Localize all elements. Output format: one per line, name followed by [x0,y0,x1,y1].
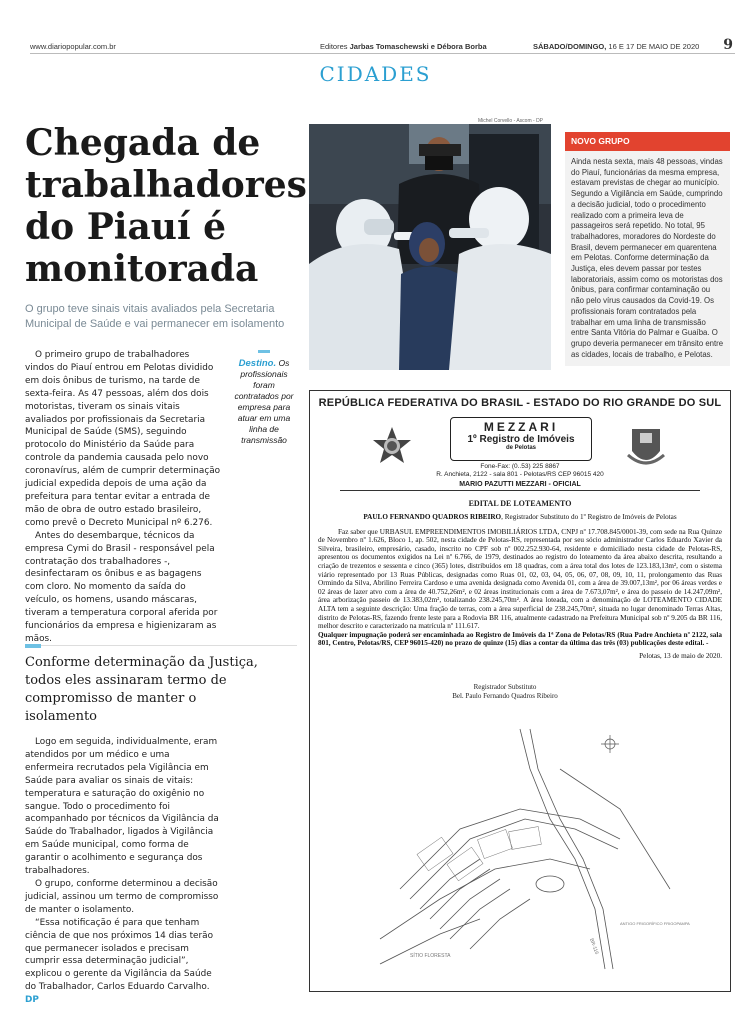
registry-city: de Pelotas [505,445,536,451]
header-rule [30,53,735,54]
edition-date [533,42,699,51]
site-url[interactable]: www.diariopopular.com.br [30,42,116,51]
pullquote: Conforme determinação da Justiça, todos eles assinaram termo de compromisso de manter o isolamento [25,655,258,724]
editors-prefix: Editores [320,42,348,51]
caption-text: Os profissionais foram contratados por empresa para atuar em uma linha de transmissão [234,358,294,445]
registry-line: 1º Registro de Imóveis [467,434,575,445]
map-label-frigorifico: ANTIGO FRIGORÍFICO FRIGOPAMPA [620,921,690,926]
editors-names: Jarbas Tomaschewski e Débora Borba [349,42,487,51]
registry-name: MEZZARI [483,420,559,434]
article-subhead: O grupo teve sinais vitais avaliados pela Secretaria Municipal de Saúde e vai permanecer em isolamento [25,303,285,330]
registrar-line [318,513,722,522]
date-weekday: SÁBADO/DOMINGO, [533,42,607,51]
north-arrow-icon [601,735,619,753]
notice-paragraph: Faz saber que URBASUL EMPREENDIMENTOS IMOBILIÁRIOS LTDA, CNPJ nº 17.708.845/0001-39, com sede na Rua Quinze de Novembro nº 1.626, Bloco 1, ap. 502, nesta cidade de Pelotas-RS, representada por seu sócio administrador Carlos Eduardo Xavier da Silveira, brasileiro, empresário, casado, inscrito no CPF sob nº 002.252.930-64, residente e domiciliado nesta cidade de Pelotas-RS, apresentou os documentos exigidos na Lei nº 6.766, de 1979, destinados ao registro do loteamento da área abaixo descrita, resultando a criação de trezentos e sessenta e cinco (365) lotes, distribuídos em 18 quadras, com a área total dos lotes de 123.183,13m², com o sistema viário representado por 13 Ruas Públicas, designadas como Ruas 01, 02, 03, 04, 05, 06, 07, 08, 09, 10, 11, prolongamento das Ruas Ormindo da Silva, Abrilino Ferreira Cardoso e uma avenida designada como Avenida 01, com a área de 39.007,13m², por 06 áreas verdes e 02 áreas de lazer atvo com a área de 40.752,26m², e 02 áreas institucionais com a área de 7.673,07m², e área do passeio de 14.247,09m², área arborização passeio de 13.383,02m², totalizando 238.245,70m². A área loteada, com a denominação de LOTEAMENTO CIDADE ALTA tem a seguinte descrição: Uma fração de terras, com a área superficial de 238.245,70m², situada no lugar denominado Terras Altas, distrito de Pelotas-RS, fazendo frente leste para a Rodovia BR 116, atualmente cadastrado na Prefeitura Municipal sob nº 9.205 da BR 116, melhor descrito e caracterizado na matrícula nº 111.617. [318,527,722,631]
date-days: 16 E 17 DE MAIO DE 2020 [606,42,700,51]
map-label-br116: BR-116 [588,937,600,956]
photo-illustration [309,124,551,370]
sidebar-title: NOVO GRUPO [565,132,730,151]
sidebar-text: Ainda nesta sexta, mais 48 pessoas, vindas do Piauí, funcionárias da mesma empresa, estavam previstas de chegar ao município. Segundo a Vigilância em Saúde, cumprindo a decisão judicial, todo o procedimento realizado com a primeira leva de passageiros será repetido. No total, 95 trabalhadores, moradores do Nordeste do Brasil, devem permanecer em quarentena em Pelotas. Conforme determinação da Justiça, eles devem passar por testes laboratoriais, assim como os motoristas dos ônibus, para confirmar contaminação ou não pelo vírus causados da Covid-19. Os profissionais foram contratados pela trabalhar em uma linha de transmissão entre Santa Vitória do Palmar e Guaíba. O grupo deveria permanecer em trânsito entre as cidades, locais de trabalho, e Pelotas. [571,157,724,359]
quote-text: “Essa notificação é para que tenham ciência de que nos próximos 14 dias terão que permanecer isolados e precisam cumprir essa determinação judicial”, explicou o gerente da Vigilância da Saúde do Trabalhador, Carlos Eduardo Carvalho. [25,917,214,993]
registry-logo [450,417,592,461]
article-body-part-2 [25,736,221,1007]
brazil-coat-of-arms-icon [370,425,414,469]
page-number: 9 [723,37,733,53]
paragraph: Antes do desembarque, técnicos da empresa Cymi do Brasil - responsável pela contratação dos trabalhadores -, desinfectaram os ônibus e as bagagens com cloro. No momento da saída do veículo, os homens, usando máscaras, tiveram a temperatura corporal aferida por funcionários da empresa e higienizaram as mãos. [25,530,218,644]
pullquote-marker [25,644,41,648]
signer-name: Bel. Paulo Fernando Quadros Ribeiro [452,691,558,700]
caption-marker [258,350,270,353]
caption-lead: Destino. [238,358,277,369]
notice-signature [430,683,580,700]
registrar-role: , Registrador Substituto do 1º Registro de Imóveis de Pelotas [501,513,677,521]
subdivision-map [320,709,720,985]
notice-objection: Qualquer impugnação poderá ser encaminhada ao Registro de Imóveis da 1ª Zona de Pelotas/RS (Rua Padre Anchieta nº 2122, sala 801, Centro, Pelotas/RS, CEP 96015-420) no prazo de quinze (15) dias a contar da última das três (03) publicações deste edital. - [318,630,722,648]
sidebar-box [565,132,730,366]
notice-rule [340,490,700,491]
photo-caption [234,358,294,446]
signer-title: Registrador Substituto [473,683,537,691]
legal-notice [309,390,731,992]
rs-coat-of-arms-icon [626,425,666,471]
divider-line [25,645,297,646]
edital-title: EDITAL DE LOTEAMENTO [468,499,572,508]
map-label-sitio: SÍTIO FLORESTA [410,953,451,959]
notice-place-date: Pelotas, 13 de maio de 2020. [639,651,722,660]
news-photo [309,124,551,370]
notice-header: REPÚBLICA FEDERATIVA DO BRASIL - ESTADO DO RIO GRANDE DO SUL [318,397,722,409]
paragraph [25,917,221,1007]
editors-line [320,42,487,51]
paragraph: Logo em seguida, individualmente, eram atendidos por um médico e uma enfermeira recrutados pela Vigilância em Saúde para avaliar os sinais de vitais: temperatura e saturação do oxigênio no sangue. Todo o procedimento foi acompanhado por técnicos da Vigilância da Saúde do Trabalhador, ligados à Vigilância em Saúde municipal, como forma de garantir o acolhimento e segurança dos trabalhadores. [25,737,219,877]
author-signature: DP [25,995,39,1006]
registry-official: MARIO PAZUTTI MEZZARI - OFICIAL [459,481,581,488]
registry-phone: Fone-Fax: (0..53) 225 8867 [480,463,560,470]
section-title: CIDADES [319,62,432,86]
registrar-name: PAULO FERNANDO QUADROS RIBEIRO [363,513,502,521]
notice-body [318,513,722,661]
article-body-part-1 [25,349,221,646]
registry-address: R. Anchieta, 2122 - sala 801 - Pelotas/RS CEP 96015 420 [436,471,604,478]
photo-credit: Michel Corvello - Ascom - DP [478,118,544,124]
registry-contact [422,463,618,479]
paragraph: O grupo, conforme determinou a decisão judicial, assinou um termo de compromisso de manter o isolamento. [25,878,219,915]
paragraph: O primeiro grupo de trabalhadores vindos do Piauí entrou em Pelotas dividido em dois ônibus de turismo, na tarde de sexta-feira. As 47 pessoas, além dos dois motoristas, tiveram os sinais vitais avaliados por profissionais da Secretaria Municipal de Saúde (SMS), seguindo protocolo do Ministério da Saúde para controle da pandemia causada pelo novo coronavírus, além de cumprir determinação judicial expedida depois de uma ação da prefeitura para tentar evitar a entrada de mão de obra de outro estado brasileiro, como prevê o Decreto Municipal nº 6.276. [25,350,221,528]
article-headline: Chegada de trabalhadores do Piauí é monitorada [25,122,307,290]
page-header [30,37,735,54]
